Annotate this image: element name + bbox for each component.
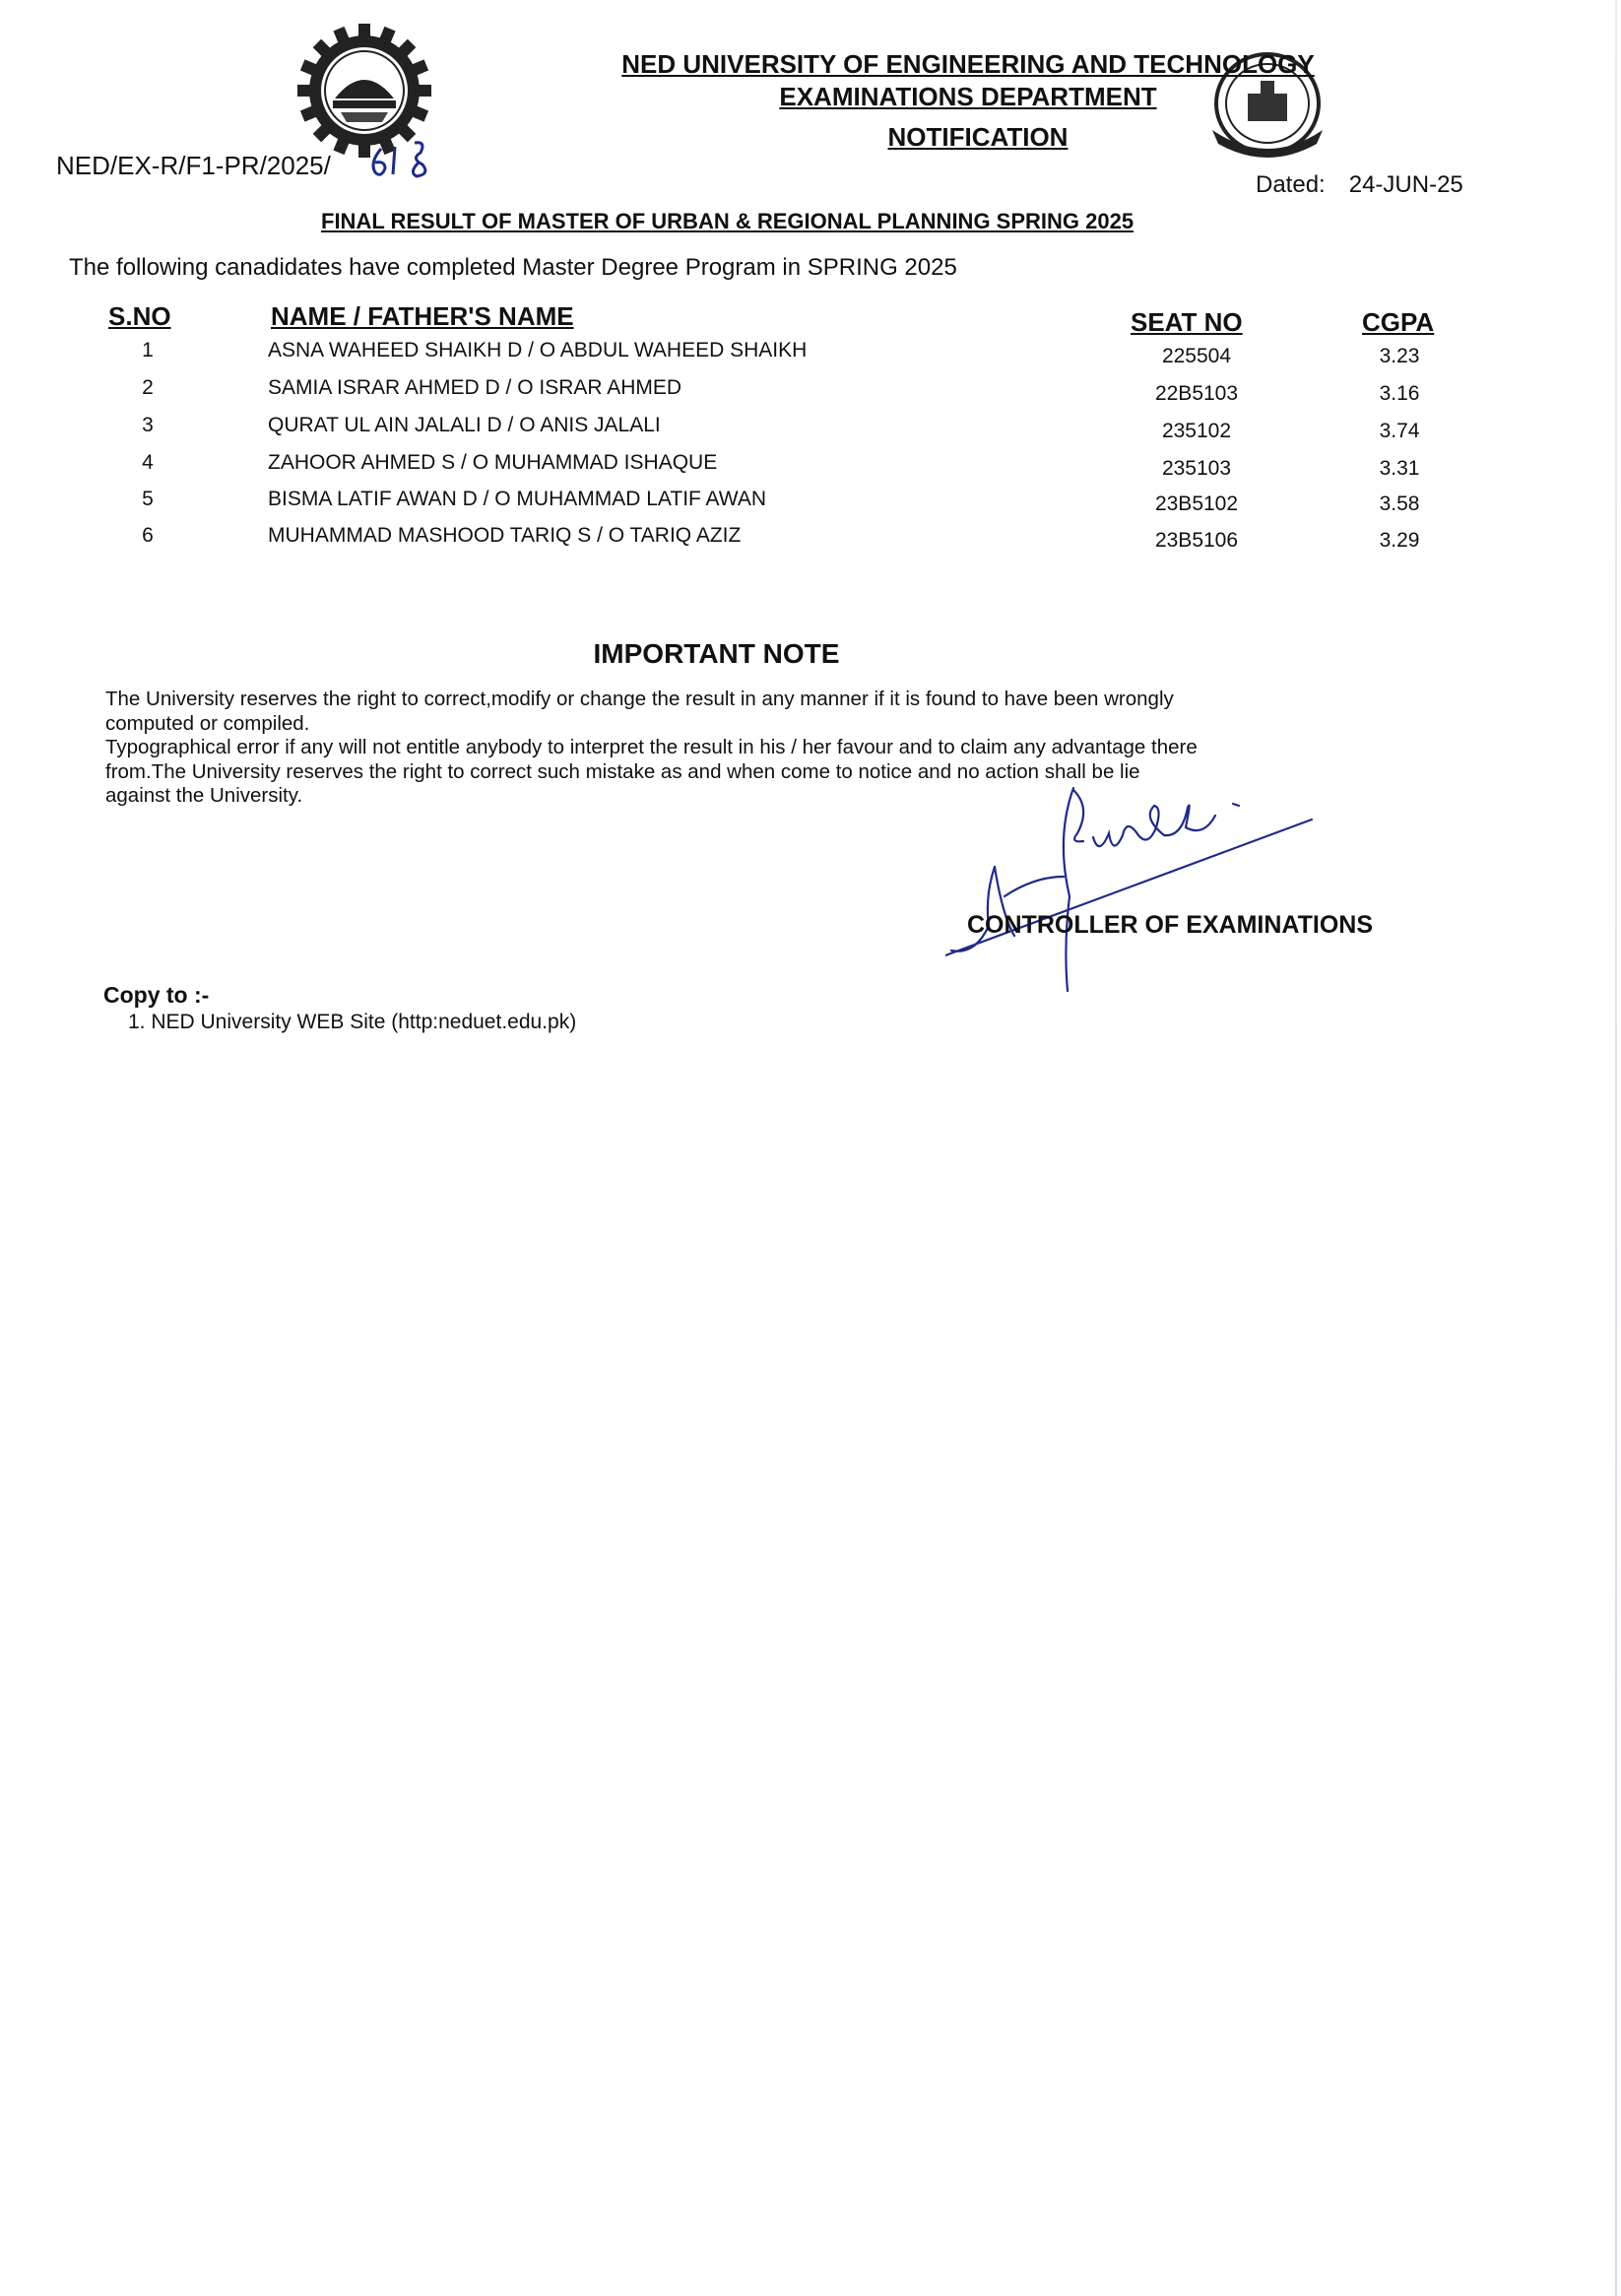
controller-designation: CONTROLLER OF EXAMINATIONS: [967, 911, 1374, 939]
table-row: [0, 524, 1621, 559]
header-seat-no: SEAT NO: [1131, 307, 1243, 337]
university-name: NED UNIVERSITY OF ENGINEERING AND TECHNOLOGY: [621, 49, 1315, 79]
dated-line: [1256, 171, 1463, 199]
row-sno: 2: [142, 376, 154, 399]
row-sno: 5: [142, 488, 154, 510]
row-cgpa: 3.58: [1379, 492, 1420, 515]
row-cgpa: 3.16: [1379, 382, 1420, 405]
copy-to-label: Copy to :-: [103, 982, 210, 1008]
row-sno: 4: [142, 451, 154, 474]
result-title: FINAL RESULT OF MASTER OF URBAN & REGIONAL PLANNING SPRING 2025: [321, 209, 1135, 233]
controller-signature: [945, 778, 1320, 1005]
table-row: [0, 339, 1621, 374]
row-name: QURAT UL AIN JALALI D / O ANIS JALALI: [268, 414, 661, 436]
reference-number: NED/EX-R/F1-PR/2025/: [56, 151, 331, 180]
intro-text: The following canadidates have completed Master Degree Program in SPRING 2025: [69, 254, 957, 281]
row-seat: 22B5103: [1154, 382, 1239, 405]
copy-to-item: 1. NED University WEB Site (http:neduet.edu.pk): [128, 1011, 577, 1033]
header-name: NAME / FATHER'S NAME: [271, 301, 574, 331]
notification-heading: NOTIFICATION: [887, 122, 1069, 152]
important-note-title: IMPORTANT NOTE: [593, 638, 840, 669]
row-name: ASNA WAHEED SHAIKH D / O ABDUL WAHEED SHAIKH: [268, 339, 808, 361]
row-name: BISMA LATIF AWAN D / O MUHAMMAD LATIF AWAN: [268, 488, 766, 510]
note-line: Typographical error if any will not entitle anybody to interpret the result in his / her favour and to claim any advantage there: [105, 736, 1198, 758]
row-seat: 225504: [1161, 345, 1232, 367]
dated-value: 24-JUN-25: [1348, 171, 1463, 198]
row-sno: 3: [142, 414, 154, 436]
row-seat: 235103: [1161, 457, 1232, 480]
header-sno: S.NO: [108, 301, 171, 331]
row-name: SAMIA ISRAR AHMED D / O ISRAR AHMED: [268, 376, 682, 399]
row-sno: 6: [142, 524, 154, 547]
row-seat: 23B5102: [1154, 492, 1239, 515]
row-cgpa: 3.31: [1379, 457, 1420, 480]
row-name: ZAHOOR AHMED S / O MUHAMMAD ISHAQUE: [268, 451, 718, 474]
row-cgpa: 3.74: [1379, 420, 1420, 442]
row-name: MUHAMMAD MASHOOD TARIQ S / O TARIQ AZIZ: [268, 524, 742, 547]
note-line: against the University.: [105, 784, 303, 807]
row-seat: 23B5106: [1154, 529, 1239, 552]
department-name: EXAMINATIONS DEPARTMENT: [779, 82, 1157, 111]
scan-edge: [1615, 0, 1617, 2296]
table-row: [0, 451, 1621, 487]
row-cgpa: 3.23: [1379, 345, 1420, 367]
table-row: [0, 414, 1621, 449]
handwritten-reference-suffix: [367, 133, 436, 184]
note-line: The University reserves the right to correct,modify or change the result in any manner if it is found to have been wrongly: [105, 688, 1174, 710]
header-cgpa: CGPA: [1362, 307, 1435, 337]
row-seat: 235102: [1161, 420, 1232, 442]
dated-label: Dated:: [1256, 171, 1326, 198]
row-sno: 1: [142, 339, 154, 361]
row-cgpa: 3.29: [1379, 529, 1420, 552]
table-row: [0, 376, 1621, 412]
note-line: computed or compiled.: [105, 711, 310, 735]
table-row: [0, 488, 1621, 523]
note-line: from.The University reserves the right to correct such mistake as and when come to notice and no action shall be lie: [105, 759, 1140, 783]
